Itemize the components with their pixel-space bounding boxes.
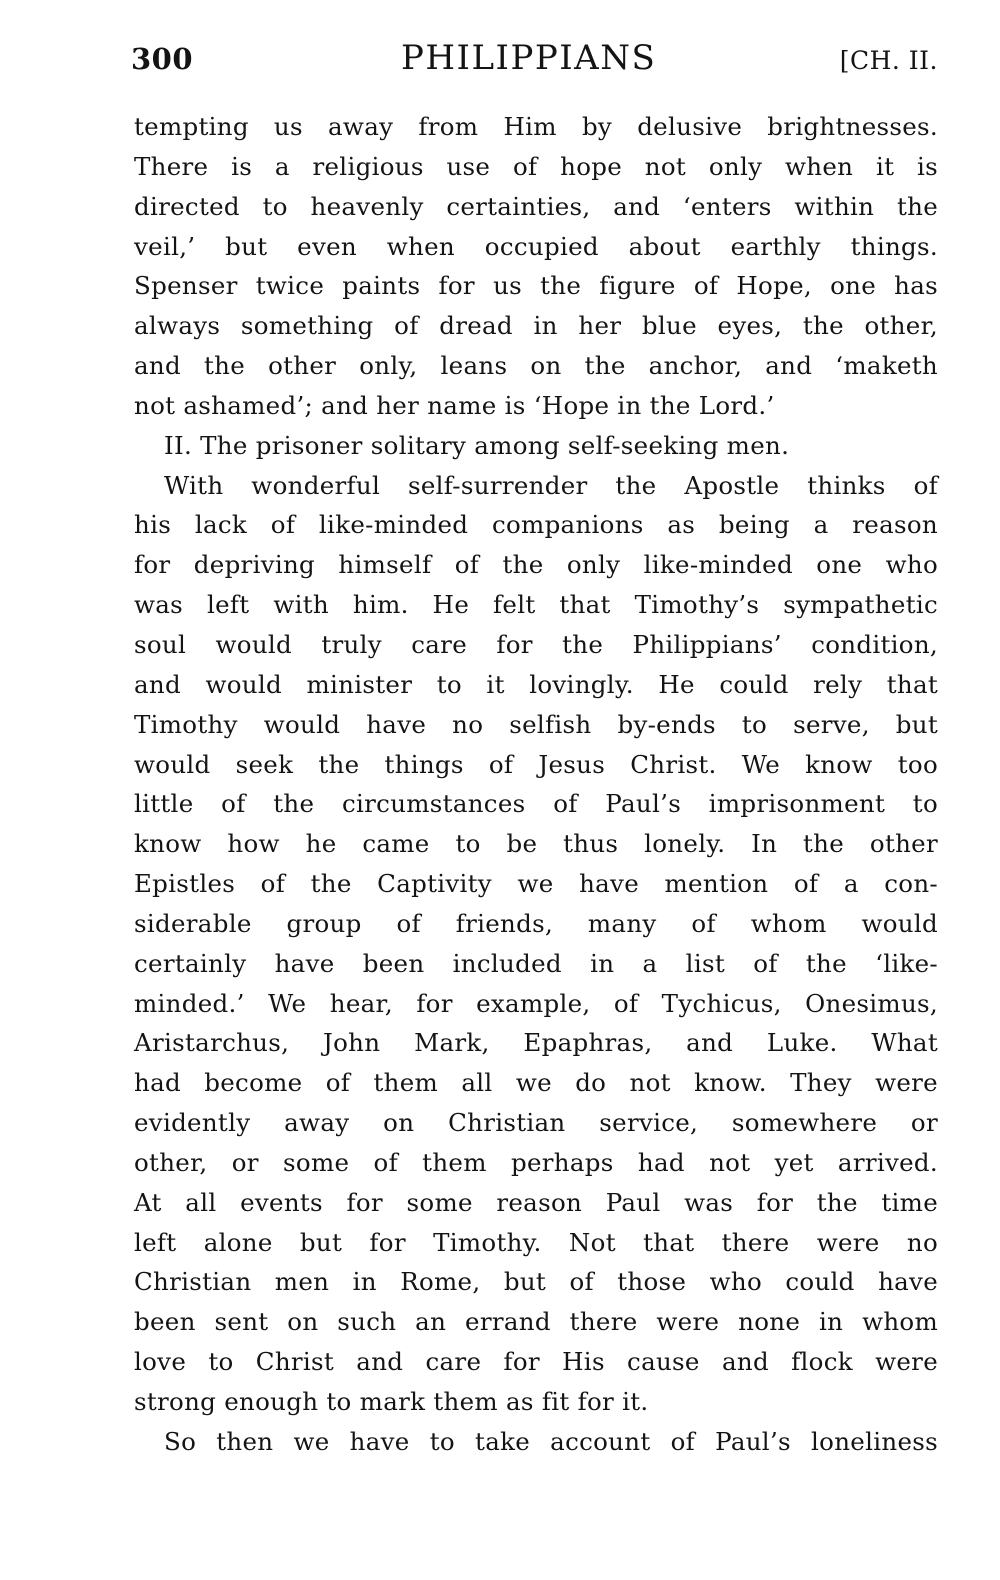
- text-line: veil,’ but even when occupied about earthly things.: [134, 231, 938, 261]
- text-line: certainly have been included in a list of the ‘like-: [134, 948, 938, 978]
- text-line: and would minister to it lovingly. He could rely that: [134, 669, 938, 699]
- text-line: evidently away on Christian service, somewhere or: [134, 1108, 938, 1138]
- text-line: love to Christ and care for His cause and flock were: [134, 1347, 938, 1377]
- text-line: strong enough to mark them as fit for it.: [134, 1387, 649, 1416]
- text-line: left alone but for Timothy. Not that there were no: [134, 1227, 938, 1257]
- page-number: 300: [131, 42, 194, 76]
- section-heading: II. The prisoner solitary among self-seeking men.: [164, 430, 790, 460]
- text-line: little of the circumstances of Paul’s imprisonment to: [134, 789, 938, 819]
- text-line: was left with him. He felt that Timothy’s sympathetic: [134, 590, 938, 620]
- chapter-reference: [CH. II.: [839, 46, 938, 75]
- text-line: Timothy would have no selfish by-ends to serve, but: [134, 709, 938, 739]
- body-text: [134, 107, 938, 1462]
- text-line: know how he came to be thus lonely. In the other: [134, 829, 938, 859]
- text-line: had become of them all we do not know. They were: [134, 1068, 938, 1098]
- text-line: Epistles of the Captivity we have mention of a con-: [134, 869, 938, 899]
- text-line: With wonderful self-surrender the Apostle thinks of: [164, 470, 938, 500]
- text-line: Aristarchus, John Mark, Epaphras, and Luke. What: [134, 1028, 938, 1058]
- text-line: There is a religious use of hope not only when it is: [134, 151, 938, 181]
- text-line: directed to heavenly certainties, and ‘enters within the: [134, 191, 938, 221]
- text-line: At all events for some reason Paul was for the time: [134, 1187, 938, 1217]
- page-header: [131, 38, 938, 86]
- text-line: not ashamed’; and her name is ‘Hope in the Lord.’: [134, 390, 775, 420]
- text-line: for depriving himself of the only like-minded one who: [134, 550, 938, 580]
- running-title: PHILIPPIANS: [401, 38, 657, 78]
- text-line: and the other only, leans on the anchor, and ‘maketh: [134, 351, 938, 381]
- text-line: always something of dread in her blue eyes, the other,: [134, 311, 938, 341]
- text-line: siderable group of friends, many of whom would: [134, 908, 938, 938]
- text-line: Spenser twice paints for us the figure of Hope, one has: [134, 271, 938, 301]
- text-line: So then we have to take account of Paul’s loneliness: [164, 1426, 938, 1456]
- text-line: minded.’ We hear, for example, of Tychicus, Onesimus,: [134, 988, 938, 1018]
- text-line: soul would truly care for the Philippians’ condition,: [134, 629, 938, 659]
- text-line: would seek the things of Jesus Christ. We know too: [134, 749, 938, 779]
- text-line: been sent on such an errand there were none in whom: [134, 1307, 938, 1337]
- text-line: other, or some of them perhaps had not yet arrived.: [134, 1147, 938, 1177]
- text-line: his lack of like-minded companions as being a reason: [134, 510, 938, 540]
- text-line: Christian men in Rome, but of those who could have: [134, 1267, 938, 1297]
- text-line: tempting us away from Him by delusive brightnesses.: [134, 112, 938, 141]
